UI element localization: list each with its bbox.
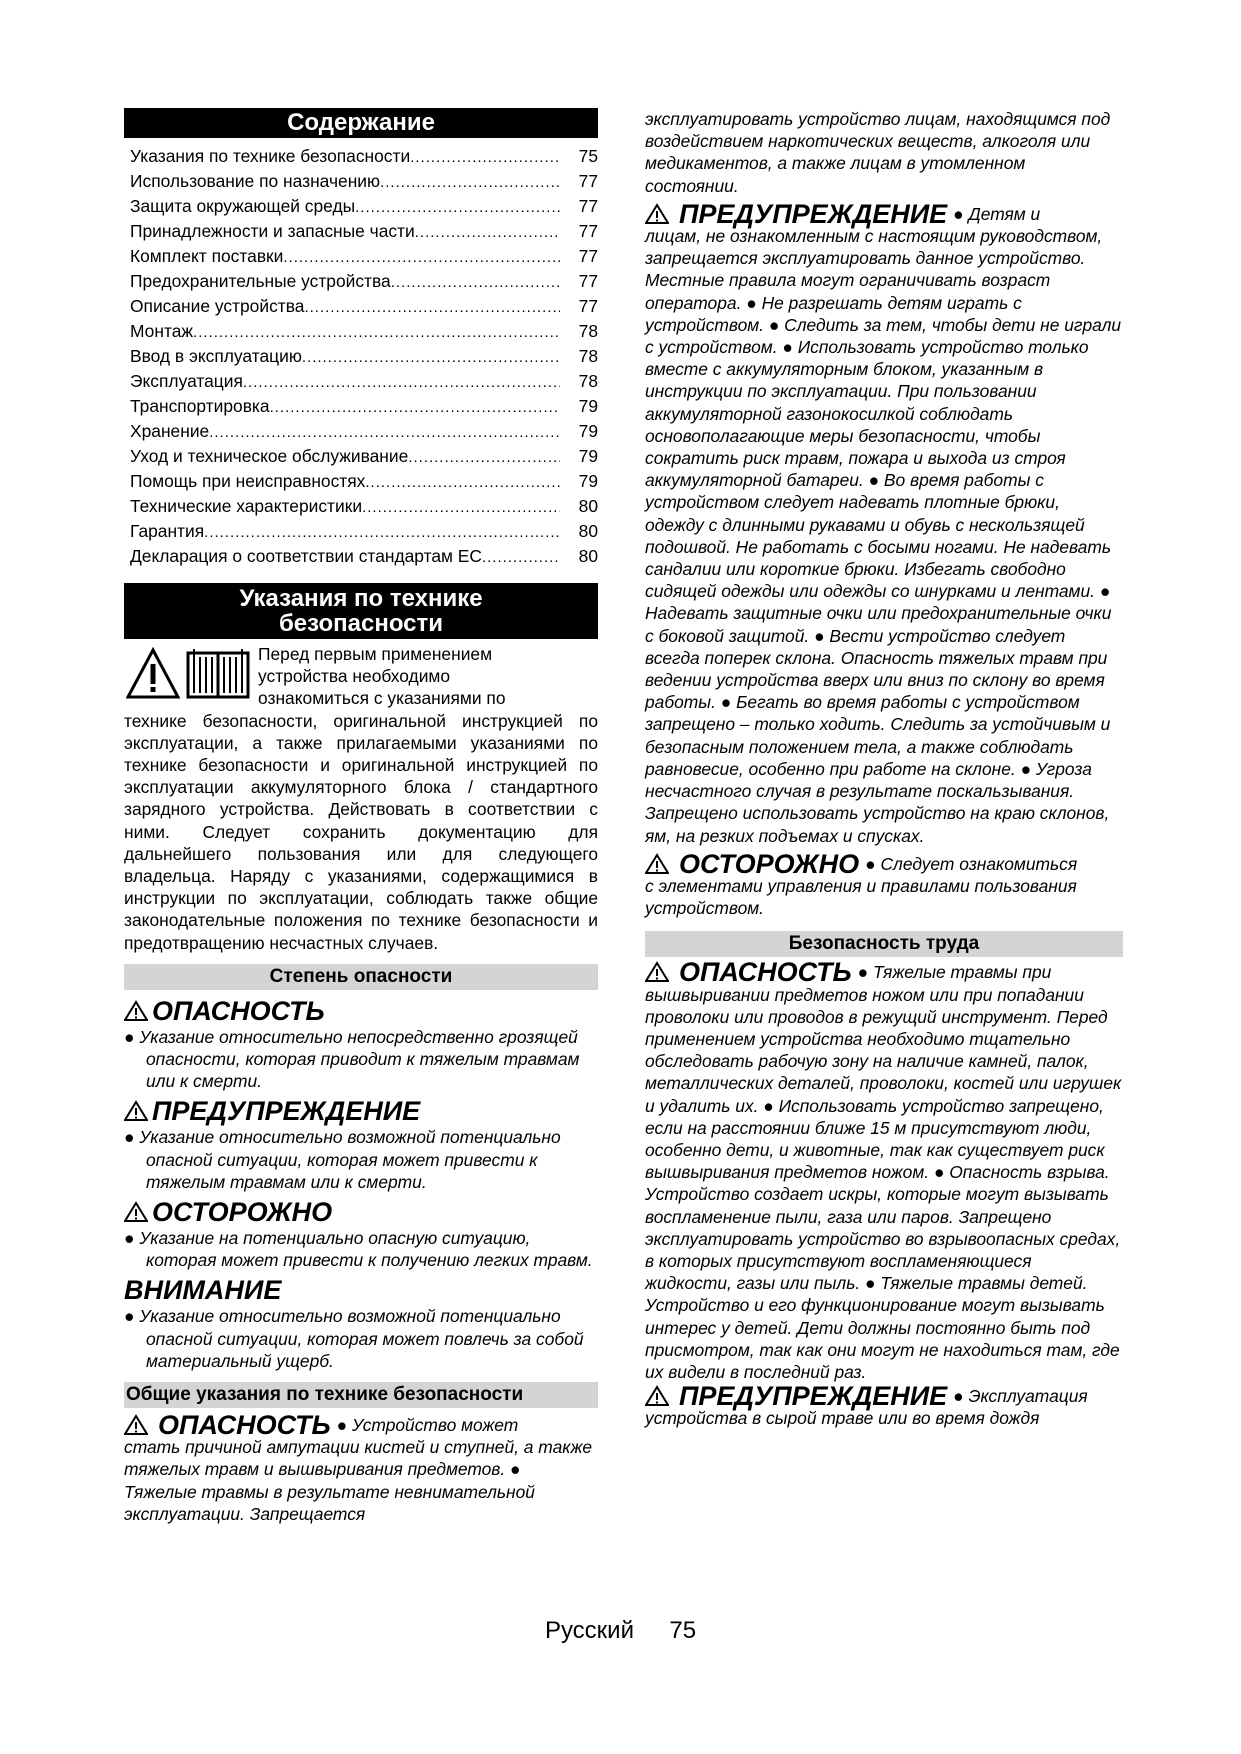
toc-entry-label: Монтаж <box>130 321 194 341</box>
toc-entry-label: Ввод в эксплуатацию <box>130 346 302 366</box>
right-warning2-label: ПРЕДУПРЕЖДЕНИЕ <box>679 1381 948 1412</box>
toc-leader-dots <box>408 445 560 470</box>
attention-description: ● Указание относительно возможной потенциально опасной ситуации, которая может повлечь за собой материальный ущерб. <box>124 1306 584 1371</box>
general-danger-text: стать причиной ампутации кистей и ступней, а также тяжелых травм и вышвыривания предметов. ● Тяжелые травмы в результате невнимательной эксплуатации. Запрещается <box>124 1437 593 1524</box>
work-safety-title: Безопасность труда <box>645 931 1123 957</box>
footer-language: Русский <box>544 1617 634 1644</box>
table-of-contents <box>130 144 598 569</box>
toc-entry-page: 79 <box>578 471 598 491</box>
intro-text: технике безопасности, оригинальной инструкцией по эксплуатации, а также прилагаемыми указаниями по технике безопасности и оригинальной инструкцией по эксплуатации аккумуляторного блока / стандартного зарядного устройства. Действовать в соответствии с ними. Следует сохранить документацию для дальнейшего пользования или для следующего владельца. Наряду с указаниями, содержащимися в инструкции по эксплуатации, соблюдать также общие законодательные положения по технике безопасности и предотвращению несчастных случаев. <box>124 710 598 953</box>
toc-row[interactable] <box>130 144 598 169</box>
toc-leader-dots <box>193 320 560 345</box>
general-danger-block <box>124 1410 598 1525</box>
toc-entry-label: Указания по технике безопасности <box>130 146 411 166</box>
toc-row[interactable] <box>130 494 598 519</box>
toc-entry-page: 79 <box>578 421 598 441</box>
right-caution-block <box>645 848 1123 920</box>
toc-entry-label: Транспортировка <box>130 396 270 416</box>
danger-heading <box>124 996 598 1026</box>
toc-entry-label: Хранение <box>130 421 210 441</box>
continued-text: эксплуатировать устройство лицам, находящимся под воздействием наркотических веществ, алкоголя или медикаментов, а также лицам в утомленном состоянии. <box>645 109 1111 196</box>
toc-row[interactable] <box>130 344 598 369</box>
warning-triangle-icon <box>124 1000 148 1022</box>
footer-page-number: 75 <box>669 1617 697 1644</box>
warning-description: ● Указание относительно возможной потенциально опасной ситуации, которая может привести к тяжелым травмам или к смерти. <box>124 1127 561 1192</box>
right-warning2-block <box>645 1381 1123 1429</box>
toc-leader-dots <box>415 220 560 245</box>
caution-label: ОСТОРОЖНО <box>152 1197 333 1228</box>
warning-triangle-icon <box>645 203 669 225</box>
safety-title-line2: безопасности <box>278 610 444 637</box>
toc-row[interactable] <box>130 369 598 394</box>
toc-row[interactable] <box>130 444 598 469</box>
left-column <box>124 108 598 1525</box>
right-warning-lead: ● Детям и <box>953 203 1041 224</box>
toc-leader-dots <box>365 470 560 495</box>
toc-leader-dots <box>302 345 560 370</box>
toc-leader-dots <box>391 270 560 295</box>
toc-entry-page: 78 <box>578 321 598 341</box>
toc-row[interactable] <box>130 219 598 244</box>
toc-entry-label: Эксплуатация <box>130 371 243 391</box>
toc-entry-label: Защита окружающей среды <box>130 196 356 216</box>
toc-entry-page: 80 <box>578 546 598 566</box>
toc-leader-dots <box>362 495 560 520</box>
warning-triangle-icon <box>126 647 180 701</box>
general-danger-label: ОПАСНОСТЬ <box>158 1410 331 1441</box>
right-danger-lead: ● Тяжелые травмы при <box>857 962 1052 983</box>
warning-triangle-icon <box>645 853 669 875</box>
toc-row[interactable] <box>130 419 598 444</box>
toc-entry-label: Комплект поставки <box>130 246 284 266</box>
toc-entry-label: Описание устройства <box>130 296 305 316</box>
warning-triangle-icon <box>124 1100 148 1122</box>
toc-entry-label: Гарантия <box>130 521 205 541</box>
toc-entry-label: Принадлежности и запасные части <box>130 221 415 241</box>
toc-row[interactable] <box>130 544 598 569</box>
toc-leader-dots <box>355 195 560 220</box>
hazard-levels-title: Степень опасности <box>124 964 598 990</box>
intro-line-3: ознакомиться с указаниями по <box>258 688 506 709</box>
toc-entry-page: 80 <box>578 496 598 516</box>
attention-heading <box>124 1275 598 1305</box>
right-danger-text: вышвыривании предметов ножом или при попадании проволоки или проводов в режущий инструмент. Перед применением устройства необходимо тщательно обследовать рабочую зону на наличие камней, палок, металлических деталей, проволоки, костей или игрушек и удалить их. ● Использовать устройство запрещено, если на расстоянии ближе 15 м присутствуют люди, особенно дети, и животные, так как существует риск вышвыривания предметов ножом. ● Опасность взрыва. Устройство создает искры, которые могут вызывать воспламенение пыли, газа или паров. Запрещено эксплуатировать устройство во взрывоопасных средах, в которых присутствуют воспламеняющиеся жидкости, газы или пыль. ● Тяжелые травмы детей. Устройство и его функционирование могут вызывать интерес у детей. Дети должны постоянно быть под присмотром, так как они могут не находиться там, где их видели в последний раз. <box>645 984 1122 1382</box>
safety-title-line1: Указания по технике <box>239 585 483 612</box>
toc-leader-dots <box>482 545 560 570</box>
caution-heading <box>124 1197 598 1227</box>
toc-leader-dots <box>304 295 560 320</box>
right-warning-label: ПРЕДУПРЕЖДЕНИЕ <box>679 198 948 229</box>
toc-entry-page: 77 <box>578 196 598 216</box>
toc-row[interactable] <box>130 269 598 294</box>
warning-heading <box>124 1096 598 1126</box>
toc-entry-label: Уход и техническое обслуживание <box>130 446 409 466</box>
warning-triangle-icon <box>124 1414 148 1436</box>
page-footer <box>0 1617 1241 1645</box>
intro-line-1: Перед первым применением <box>258 644 493 664</box>
toc-entry-label: Технические характеристики <box>130 496 363 516</box>
toc-entry-label: Использование по назначению <box>130 171 381 191</box>
toc-leader-dots <box>410 145 560 170</box>
intro-icons <box>126 643 256 707</box>
manual-book-icon <box>186 645 250 701</box>
toc-entry-page: 79 <box>578 396 598 416</box>
toc-leader-dots <box>243 370 560 395</box>
toc-row[interactable] <box>130 169 598 194</box>
intro-line-2: устройства необходимо <box>258 666 451 687</box>
toc-entry-page: 77 <box>578 171 598 191</box>
right-warning2-lead: ● Эксплуатация <box>953 1386 1088 1407</box>
right-warning-block <box>645 198 1123 847</box>
general-danger-lead: ● Устройство может <box>336 1415 519 1436</box>
right-caution-label: ОСТОРОЖНО <box>679 848 860 879</box>
toc-entry-label: Предохранительные устройства <box>130 271 391 291</box>
toc-entry-page: 78 <box>578 346 598 366</box>
right-danger-block <box>645 957 1123 1383</box>
toc-entry-page: 77 <box>578 296 598 316</box>
toc-entry-label: Помощь при неисправностях <box>130 471 366 491</box>
toc-entry-page: 80 <box>578 521 598 541</box>
right-warning2-text: устройства в сырой траве или во время дождя <box>645 1408 1040 1429</box>
toc-leader-dots <box>209 420 560 445</box>
toc-entry-page: 77 <box>578 246 598 266</box>
danger-description: ● Указание относительно непосредственно грозящей опасности, которая приводит к тяжелым травмам или к смерти. <box>124 1026 580 1092</box>
right-caution-lead: ● Следует ознакомиться <box>865 853 1078 874</box>
toc-entry-page: 77 <box>578 221 598 241</box>
toc-row[interactable] <box>130 294 598 319</box>
warning-triangle-icon <box>124 1201 148 1223</box>
toc-entry-label: Декларация о соответствии стандартам ЕС <box>130 546 482 566</box>
toc-leader-dots <box>380 170 560 195</box>
attention-label: ВНИМАНИЕ <box>124 1275 282 1306</box>
toc-row[interactable] <box>130 319 598 344</box>
right-warning-text: лицам, не ознакомленным с настоящим руководством, запрещается эксплуатировать данное устройство. Местные правила могут ограничивать возраст оператора. ● Не разрешать детям играть с устройством. ● Следить за тем, чтобы дети не играли с устройством. ● Использовать устройство только вместе с аккумуляторным блоком, указанным в инструкции по эксплуатации. При пользовании аккумуляторной газонокосилкой соблюдать основополагающие меры безопасности, чтобы сократить риск травм, пожара и выхода из строя аккумуляторной батареи. ● Во время работы с устройством следует надевать плотные брюки, одежду с длинными рукавами и обувь с нескользящей подошвой. Не работать с босыми ногами. Не надевать сандалии или короткие брюки. Избегать свободно сидящей одежды или одежды со шнурками и лентами. ● Надевать защитные очки или предохранительные очки с боковой защитой. ● Вести устройство следует всегда поперек склона. Опасность тяжелых травм при ведении устройства вверх или вниз по склону во время работы. ● Бегать во время работы с устройством запрещено – только ходить. Следить за устойчивым и безопасным положением тела, а также соблюдать равновесие, особенно при работе на склоне. ● Угроза несчастного случая в результате поскальзывания. Запрещено использовать устройство на краю склонов, ям, на резких подъемах и спусках. <box>645 226 1122 846</box>
toc-row[interactable] <box>130 519 598 544</box>
toc-entry-page: 78 <box>578 371 598 391</box>
warning-label: ПРЕДУПРЕЖДЕНИЕ <box>152 1096 421 1127</box>
right-danger-label: ОПАСНОСТЬ <box>679 957 852 988</box>
caution-description: ● Указание на потенциально опасную ситуацию, которая может привести к получению легких травм. <box>124 1228 593 1271</box>
danger-label: ОПАСНОСТЬ <box>152 995 325 1026</box>
toc-entry-page: 77 <box>578 271 598 291</box>
toc-row[interactable] <box>130 194 598 219</box>
safety-title <box>124 583 598 639</box>
warning-triangle-icon <box>645 961 669 983</box>
toc-row[interactable] <box>130 244 598 269</box>
toc-row[interactable] <box>130 394 598 419</box>
toc-entry-page: 75 <box>578 146 598 166</box>
general-safety-title: Общие указания по технике безопасности <box>124 1382 598 1408</box>
safety-intro <box>124 643 598 954</box>
toc-entry-page: 79 <box>578 446 598 466</box>
warning-triangle-icon <box>645 1385 669 1407</box>
toc-leader-dots <box>283 245 560 270</box>
toc-leader-dots <box>270 395 560 420</box>
toc-title: Содержание <box>124 108 598 138</box>
toc-row[interactable] <box>130 469 598 494</box>
toc-leader-dots <box>204 520 560 545</box>
right-caution-text: с элементами управления и правилами пользования устройством. <box>645 875 1077 919</box>
right-column <box>645 108 1123 1430</box>
